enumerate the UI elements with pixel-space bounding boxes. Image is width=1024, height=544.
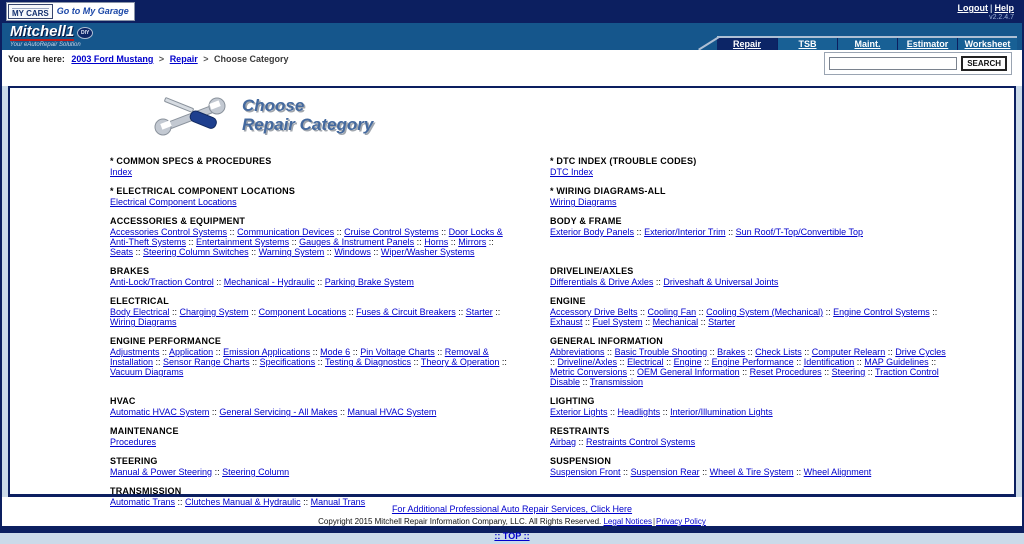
page-title-line2: Repair Category	[242, 115, 374, 134]
link-separator: ::	[885, 347, 896, 357]
category-link[interactable]: Steering Column	[222, 467, 290, 477]
tab-repair[interactable]: Repair	[717, 38, 777, 50]
link-separator: ::	[248, 247, 259, 257]
version-label: v2.2.4.7	[989, 14, 1014, 21]
category-heading: DRIVELINE/AXLES	[550, 266, 634, 276]
category-links	[550, 347, 950, 387]
mitchell1-logo[interactable]	[10, 24, 93, 48]
category-link[interactable]: Parking Brake System	[324, 277, 414, 287]
tab-estimator[interactable]: Estimator	[897, 38, 957, 50]
link-divider: |	[989, 3, 993, 13]
category-link[interactable]: Communication Devices	[237, 227, 335, 237]
category-link[interactable]: Mirrors	[458, 237, 487, 247]
category-heading: * DTC INDEX (TROUBLE CODES)	[550, 156, 697, 166]
category-link[interactable]: Identification	[803, 357, 855, 367]
category-heading: HVAC	[110, 396, 136, 406]
category-link[interactable]: Vacuum Diagrams	[110, 367, 184, 377]
link-separator: ::	[346, 307, 357, 317]
category-section	[550, 186, 950, 207]
link-separator: ::	[821, 367, 832, 377]
category-heading: ELECTRICAL	[110, 296, 169, 306]
category-section	[110, 216, 510, 257]
category-link[interactable]: Steering Column Switches	[143, 247, 249, 257]
category-heading: GENERAL INFORMATION	[550, 336, 663, 346]
link-separator: ::	[310, 347, 321, 357]
category-link[interactable]: Check Lists	[755, 347, 802, 357]
search-input[interactable]	[829, 57, 957, 70]
link-separator: ::	[227, 227, 238, 237]
category-link[interactable]: Procedures	[110, 437, 157, 447]
category-link[interactable]: Exterior Lights	[550, 407, 608, 417]
category-link[interactable]: Engine Performance	[711, 357, 794, 367]
category-link[interactable]: Automatic Trans	[110, 497, 176, 507]
logout-link[interactable]: Logout	[957, 3, 988, 13]
tab-tsb[interactable]: TSB	[777, 38, 837, 50]
category-links	[550, 197, 950, 207]
category-link[interactable]: Exterior Body Panels	[550, 227, 635, 237]
category-section	[550, 336, 950, 387]
link-separator: ::	[801, 347, 812, 357]
category-link[interactable]: Driveshaft & Universal Joints	[663, 277, 779, 287]
services-link[interactable]: For Additional Professional Auto Repair Services, Click Here	[391, 504, 633, 514]
privacy-policy-link[interactable]: Privacy Policy	[656, 517, 706, 526]
breadcrumb	[8, 54, 289, 64]
link-separator: ::	[663, 357, 674, 367]
link-separator: ::	[248, 307, 259, 317]
category-link[interactable]: Gauges & Instrument Panels	[299, 237, 415, 247]
link-separator: ::	[324, 247, 335, 257]
link-separator: ::	[653, 277, 664, 287]
brand-tagline: Your eAutoRepair Solution	[10, 42, 81, 48]
footer-divider: |	[652, 517, 656, 526]
category-link[interactable]: DTC Index	[550, 167, 594, 177]
link-separator: ::	[699, 467, 710, 477]
category-links	[110, 197, 510, 207]
link-separator: ::	[133, 247, 144, 257]
link-separator: ::	[745, 347, 756, 357]
category-link[interactable]: General Servicing - All Makes	[219, 407, 338, 417]
link-separator: ::	[550, 357, 558, 367]
category-links	[110, 277, 510, 287]
category-link[interactable]: Windows	[334, 247, 371, 257]
category-link[interactable]: Suspension Rear	[630, 467, 700, 477]
category-link[interactable]: Door Locks & Anti-Theft Systems	[110, 227, 503, 247]
category-link[interactable]: Automatic HVAC System	[110, 407, 210, 417]
category-link[interactable]: Horns	[424, 237, 449, 247]
category-link[interactable]: Mechanical	[652, 317, 699, 327]
category-heading: MAINTENANCE	[110, 426, 179, 436]
top-link[interactable]: :: TOP ::	[494, 531, 530, 541]
category-section	[550, 396, 950, 417]
category-link[interactable]: Engine	[673, 357, 702, 367]
category-link[interactable]: Starter	[465, 307, 493, 317]
category-link[interactable]: Sensor Range Charts	[163, 357, 250, 367]
link-separator: ::	[499, 357, 507, 367]
link-separator: ::	[627, 367, 638, 377]
category-link[interactable]: Abbreviations	[550, 347, 605, 357]
category-link[interactable]: Starter	[708, 317, 736, 327]
category-link[interactable]: Clutches Manual & Hydraulic	[185, 497, 301, 507]
link-separator: ::	[698, 317, 709, 327]
category-link[interactable]: Traction Control Disable	[550, 367, 939, 387]
category-link[interactable]: Charging System	[179, 307, 249, 317]
category-link[interactable]: Wheel Alignment	[803, 467, 872, 477]
search-box	[824, 52, 1012, 75]
category-link[interactable]: Fuel System	[592, 317, 643, 327]
link-separator: ::	[739, 367, 750, 377]
link-separator: ::	[634, 227, 645, 237]
link-separator: ::	[854, 357, 865, 367]
category-links	[550, 407, 950, 417]
category-heading: * WIRING DIAGRAMS-ALL	[550, 186, 666, 196]
link-separator: ::	[580, 377, 590, 387]
link-separator: ::	[411, 357, 421, 367]
category-link[interactable]: Transmission	[589, 377, 644, 387]
category-heading: TRANSMISSION	[110, 486, 182, 496]
category-heading: BODY & FRAME	[550, 216, 622, 226]
crossed-tools-icon	[152, 94, 228, 140]
copyright-line	[2, 517, 1022, 526]
link-separator: ::	[334, 227, 345, 237]
link-separator: ::	[153, 357, 164, 367]
link-separator: ::	[448, 237, 459, 247]
category-link[interactable]: Electrical	[627, 357, 664, 367]
page-header	[152, 94, 1014, 144]
category-links	[110, 437, 510, 447]
category-link[interactable]: Accessory Drive Belts	[550, 307, 638, 317]
category-links	[550, 227, 950, 237]
category-section	[550, 156, 950, 177]
copyright-text: Copyright 2015 Mitchell Repair Information Company, LLC. All Rights Reserved.	[318, 517, 602, 526]
category-link[interactable]: Cooling Fan	[647, 307, 697, 317]
go-to-my-garage-label: Go to My Garage	[56, 6, 129, 16]
category-link[interactable]: Engine Control Systems	[833, 307, 930, 317]
category-link[interactable]: Driveline/Axles	[557, 357, 618, 367]
my-cars-plate-icon	[8, 4, 53, 19]
link-separator: ::	[793, 467, 804, 477]
category-link[interactable]: Testing & Diagnostics	[324, 357, 412, 367]
category-link[interactable]: Wiring Diagrams	[550, 197, 617, 207]
category-link[interactable]: Removal & Installation	[110, 347, 489, 367]
link-separator: ::	[660, 407, 671, 417]
category-list	[10, 156, 1014, 507]
link-separator: ::	[350, 347, 361, 357]
breadcrumb-link-vehicle[interactable]: 2003 Ford Mustang	[71, 54, 154, 64]
category-section	[110, 266, 510, 287]
link-separator: ::	[414, 237, 425, 247]
category-links	[550, 307, 950, 327]
category-link[interactable]: Component Locations	[258, 307, 347, 317]
category-link[interactable]: Manual HVAC System	[347, 407, 437, 417]
legal-notices-link[interactable]: Legal Notices	[603, 517, 652, 526]
category-heading: LIGHTING	[550, 396, 595, 406]
category-heading: ACCESSORIES & EQUIPMENT	[110, 216, 246, 226]
category-link[interactable]: Mechanical - Hydraulic	[223, 277, 315, 287]
category-link[interactable]: Sun Roof/T-Top/Convertible Top	[735, 227, 863, 237]
category-links	[110, 167, 510, 177]
category-links	[550, 167, 950, 177]
diy-badge-icon: DIY	[77, 27, 93, 39]
link-separator: ::	[213, 347, 224, 357]
category-link[interactable]: Computer Relearn	[811, 347, 886, 357]
session-links	[957, 3, 1014, 21]
category-heading: STEERING	[110, 456, 158, 466]
category-section	[110, 396, 510, 417]
category-link[interactable]: Manual & Power Steering	[110, 467, 213, 477]
link-separator: ::	[607, 407, 618, 417]
breadcrumb-prefix: You are here:	[8, 54, 65, 64]
category-heading: * ELECTRICAL COMPONENT LOCATIONS	[110, 186, 296, 196]
link-separator: ::	[604, 347, 615, 357]
category-links	[550, 437, 950, 447]
help-link[interactable]: Help	[994, 3, 1014, 13]
category-link[interactable]: Accessories Control Systems	[110, 227, 228, 237]
category-section	[110, 186, 510, 207]
category-link[interactable]: Cooling System (Mechanical)	[706, 307, 824, 317]
link-separator: ::	[314, 277, 325, 287]
category-links	[110, 407, 510, 417]
category-heading: ENGINE	[550, 296, 586, 306]
my-garage-button[interactable]	[6, 2, 135, 21]
link-separator: ::	[169, 307, 180, 317]
link-separator: ::	[642, 317, 653, 327]
category-link[interactable]: Application	[169, 347, 214, 357]
category-section	[110, 296, 510, 327]
category-link[interactable]: MAP Guidelines	[864, 357, 929, 367]
category-link[interactable]: Fuses & Circuit Breakers	[356, 307, 456, 317]
category-link[interactable]: Wiring Diagrams	[110, 317, 177, 327]
brand-name: Mitchell1	[10, 23, 75, 40]
link-separator: ::	[186, 237, 197, 247]
category-link[interactable]: Body Electrical	[110, 307, 170, 317]
link-separator: ::	[582, 317, 593, 327]
link-separator: ::	[370, 247, 381, 257]
category-section	[550, 216, 950, 257]
category-link[interactable]: Specifications	[259, 357, 316, 367]
category-section	[550, 456, 950, 477]
category-link[interactable]: Headlights	[617, 407, 661, 417]
category-links	[550, 467, 950, 477]
category-link[interactable]: Steering	[831, 367, 866, 377]
category-section	[550, 296, 950, 327]
category-link[interactable]: Metric Conversions	[550, 367, 628, 377]
category-link[interactable]: Brakes	[717, 347, 746, 357]
link-separator: ::	[637, 307, 648, 317]
nav-tabs	[717, 36, 1017, 50]
category-heading: * COMMON SPECS & PROCEDURES	[110, 156, 272, 166]
category-section	[110, 156, 510, 177]
category-links	[110, 227, 510, 257]
link-separator: ::	[486, 237, 494, 247]
category-link[interactable]: Airbag	[550, 437, 577, 447]
link-separator: ::	[725, 227, 736, 237]
category-section	[110, 426, 510, 447]
category-link[interactable]: Wiper/Washer Systems	[380, 247, 475, 257]
category-link[interactable]: Suspension Front	[550, 467, 621, 477]
category-link[interactable]: Mode 6	[320, 347, 351, 357]
link-separator: ::	[337, 407, 348, 417]
category-links	[110, 347, 510, 377]
link-separator: ::	[438, 227, 449, 237]
category-links	[110, 467, 510, 477]
link-separator: ::	[620, 467, 631, 477]
link-separator: ::	[159, 347, 170, 357]
category-link[interactable]: Theory & Operation	[420, 357, 500, 367]
category-link[interactable]: Warning System	[258, 247, 325, 257]
brand-bar	[2, 23, 1022, 50]
category-link[interactable]: Electrical Component Locations	[110, 197, 237, 207]
link-separator: ::	[209, 407, 220, 417]
category-link[interactable]: Exterior/Interior Trim	[644, 227, 726, 237]
link-separator: ::	[455, 307, 466, 317]
category-link[interactable]: Seats	[110, 247, 134, 257]
tab-maint[interactable]: Maint.	[837, 38, 897, 50]
category-link[interactable]: Wheel & Tire System	[709, 467, 794, 477]
link-separator: ::	[315, 357, 325, 367]
link-separator: ::	[300, 497, 311, 507]
link-separator: ::	[865, 367, 876, 377]
category-link[interactable]: Manual Trans	[310, 497, 366, 507]
category-link[interactable]: Adjustments	[110, 347, 160, 357]
category-heading: RESTRAINTS	[550, 426, 610, 436]
link-separator: ::	[928, 357, 937, 367]
link-separator: ::	[249, 357, 260, 367]
category-links	[550, 277, 950, 287]
category-link[interactable]: Basic Trouble Shooting	[614, 347, 708, 357]
category-link[interactable]: Anti-Lock/Traction Control	[110, 277, 214, 287]
page-title-line1: Choose	[242, 96, 305, 115]
category-section	[550, 266, 950, 287]
breadcrumb-separator: >	[203, 54, 209, 64]
category-section	[110, 456, 510, 477]
category-heading: BRAKES	[110, 266, 150, 276]
category-link[interactable]: Exhaust	[550, 317, 583, 327]
link-separator: ::	[212, 467, 223, 477]
category-heading: ENGINE PERFORMANCE	[110, 336, 222, 346]
category-links	[110, 307, 510, 327]
link-separator: ::	[175, 497, 186, 507]
link-separator: ::	[929, 307, 938, 317]
category-link[interactable]: Drive Cycles	[895, 347, 946, 357]
breadcrumb-link-repair[interactable]: Repair	[169, 54, 198, 64]
category-section	[110, 336, 510, 387]
tab-worksheet[interactable]: Worksheet	[957, 38, 1017, 50]
link-separator: ::	[492, 307, 501, 317]
category-link[interactable]: Pin Voltage Charts	[360, 347, 435, 357]
category-heading: SUSPENSION	[550, 456, 612, 466]
link-separator: ::	[696, 307, 707, 317]
link-separator: ::	[793, 357, 804, 367]
link-separator: ::	[576, 437, 587, 447]
category-link[interactable]: OEM General Information	[637, 367, 740, 377]
category-link[interactable]: Differentials & Drive Axles	[550, 277, 654, 287]
category-link[interactable]: Interior/Illumination Lights	[670, 407, 773, 417]
category-link[interactable]: Index	[110, 167, 133, 177]
link-separator: ::	[213, 277, 224, 287]
category-section	[550, 426, 950, 447]
category-link[interactable]: Reset Procedures	[749, 367, 822, 377]
main-panel	[8, 86, 1016, 507]
category-link[interactable]: Emission Applications	[223, 347, 311, 357]
link-separator: ::	[823, 307, 834, 317]
header-strip	[2, 50, 1022, 86]
page-title	[242, 96, 373, 134]
link-separator: ::	[617, 357, 628, 367]
category-link[interactable]: Cruise Control Systems	[344, 227, 439, 237]
link-separator: ::	[707, 347, 718, 357]
link-separator: ::	[289, 237, 300, 247]
top-bar	[2, 0, 1022, 23]
breadcrumb-current: Choose Category	[214, 54, 289, 64]
link-separator: ::	[701, 357, 712, 367]
search-button[interactable]: SEARCH	[961, 56, 1007, 71]
category-link[interactable]: Restraints Control Systems	[586, 437, 696, 447]
link-separator: ::	[434, 347, 445, 357]
my-cars-label: MY CARS	[12, 8, 49, 18]
breadcrumb-separator: >	[158, 54, 165, 64]
category-link[interactable]: Entertainment Systems	[196, 237, 290, 247]
